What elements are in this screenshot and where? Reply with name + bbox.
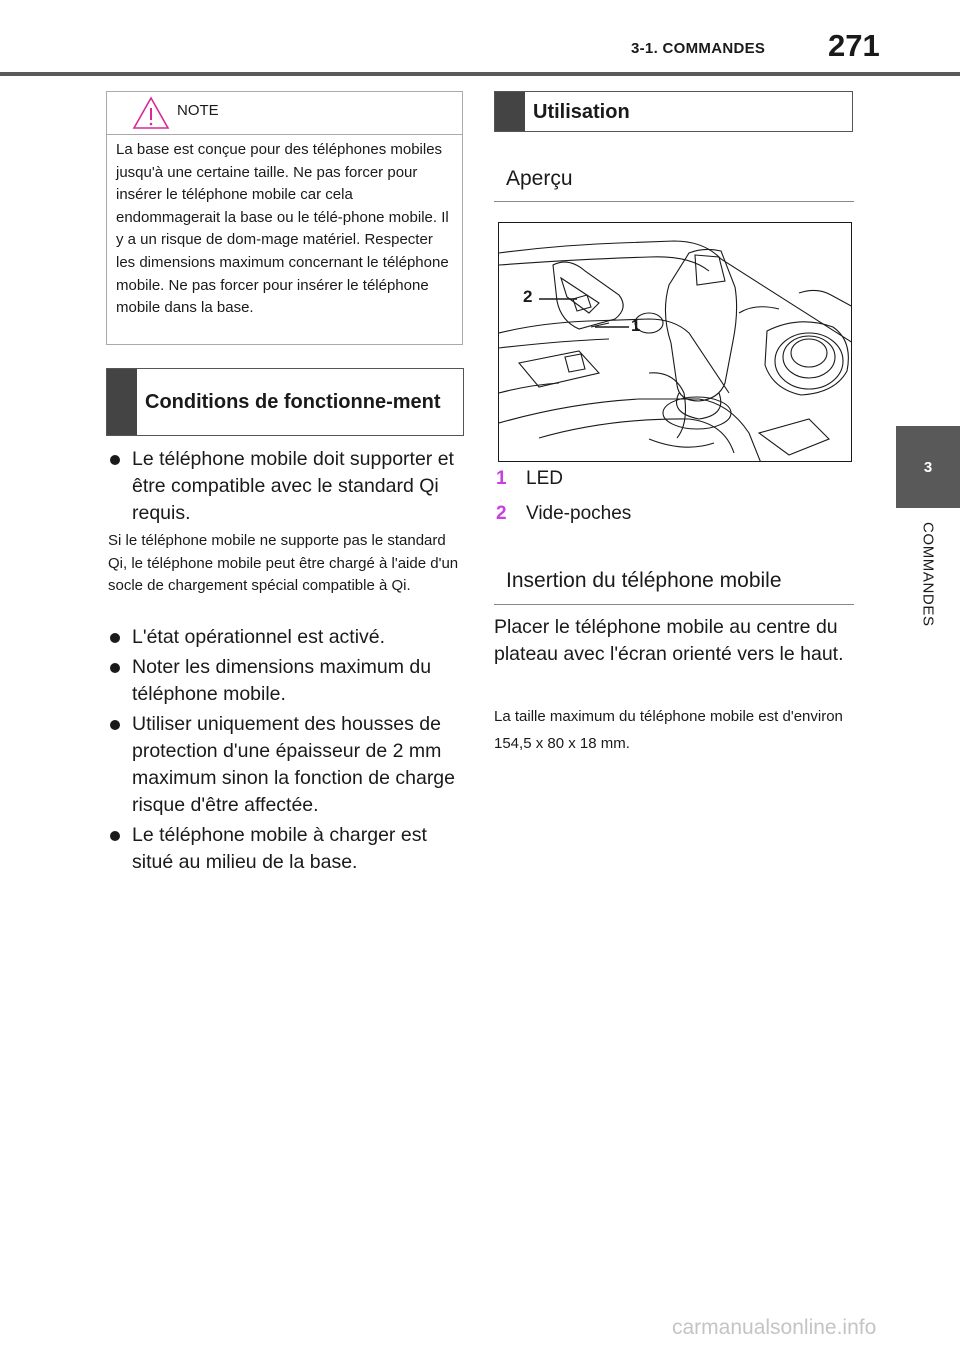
bullet-list-2 <box>108 624 458 876</box>
list-item-text: Noter les dimensions maximum du téléphone mobile. <box>132 656 432 705</box>
callout-label-1: 1 <box>631 316 641 335</box>
bullet-list-1 <box>108 446 458 527</box>
watermark: carmanualsonline.info <box>672 1316 877 1339</box>
list-item <box>108 822 458 876</box>
list-item <box>108 446 458 527</box>
note-body: La base est conçue pour des téléphones mobiles jusqu'à une certaine taille. Ne pas forcer pour insérer le téléphone mobile car cela endommagerait la base ou le télé-phone mobile. Il y a un risque de dom-mage matériel. Respecter les dimensions maximum concernant le téléphone mobile. Ne pas forcer pour insérer le téléphone mobile dans la base. <box>116 141 449 317</box>
warning-icon <box>132 95 170 131</box>
heading-text: Utilisation <box>533 100 630 123</box>
legend-number: 1 <box>496 468 507 489</box>
bullet-icon <box>110 720 120 730</box>
chapter-label: COMMANDES <box>919 522 937 627</box>
section-title: 3-1. COMMANDES <box>631 40 766 57</box>
header-divider <box>0 72 960 76</box>
list-item-text: Le téléphone mobile à charger est situé au milieu de la base. <box>132 824 427 873</box>
list-item <box>108 624 458 651</box>
subheading-text: Insertion du téléphone mobile <box>506 569 782 592</box>
chapter-tab <box>896 426 960 508</box>
bullet-icon <box>110 663 120 673</box>
list-item <box>108 654 458 708</box>
callout-label-2: 2 <box>523 287 533 306</box>
bullet-icon <box>110 831 120 841</box>
console-drawing <box>499 223 852 462</box>
bullet-icon <box>110 633 120 643</box>
subheading-apercu <box>494 164 854 202</box>
subheading-text: Aperçu <box>506 167 573 190</box>
section-heading-conditions <box>106 368 464 436</box>
note-header <box>107 92 462 135</box>
size-paragraph: La taille maximum du téléphone mobile est d'environ 154,5 x 80 x 18 mm. <box>494 708 843 752</box>
bullet-icon <box>110 455 120 465</box>
instruction-paragraph: Placer le téléphone mobile au centre du plateau avec l'écran orienté vers le haut. <box>494 616 844 665</box>
legend-label: LED <box>526 468 563 489</box>
legend-item <box>496 468 563 490</box>
list-item-text: L'état opérationnel est activé. <box>132 626 386 648</box>
list-item-text: Utiliser uniquement des housses de protection d'une épaisseur de 2 mm maximum sinon la fonction de charge risque d'être affectée. <box>132 713 455 816</box>
heading-marker <box>495 92 525 131</box>
legend-number: 2 <box>496 503 507 524</box>
chapter-number: 3 <box>923 458 933 476</box>
legend-label: Vide-poches <box>526 503 632 524</box>
heading-marker <box>107 369 137 435</box>
console-illustration <box>498 222 852 462</box>
note-title: NOTE <box>177 102 219 119</box>
qi-note: Si le téléphone mobile ne supporte pas le standard Qi, le téléphone mobile peut être chargé à l'aide d'un socle de chargement spécial compatible à Qi. <box>108 532 459 594</box>
legend-item <box>496 503 631 525</box>
note-box <box>106 91 463 345</box>
subheading-insertion <box>494 564 854 605</box>
list-item-text: Le téléphone mobile doit supporter et être compatible avec le standard Qi requis. <box>132 448 454 524</box>
heading-text: Conditions de fonctionne-ment <box>145 391 441 413</box>
page-number: 271 <box>828 28 880 63</box>
section-heading-utilisation <box>494 91 853 132</box>
list-item <box>108 711 458 819</box>
